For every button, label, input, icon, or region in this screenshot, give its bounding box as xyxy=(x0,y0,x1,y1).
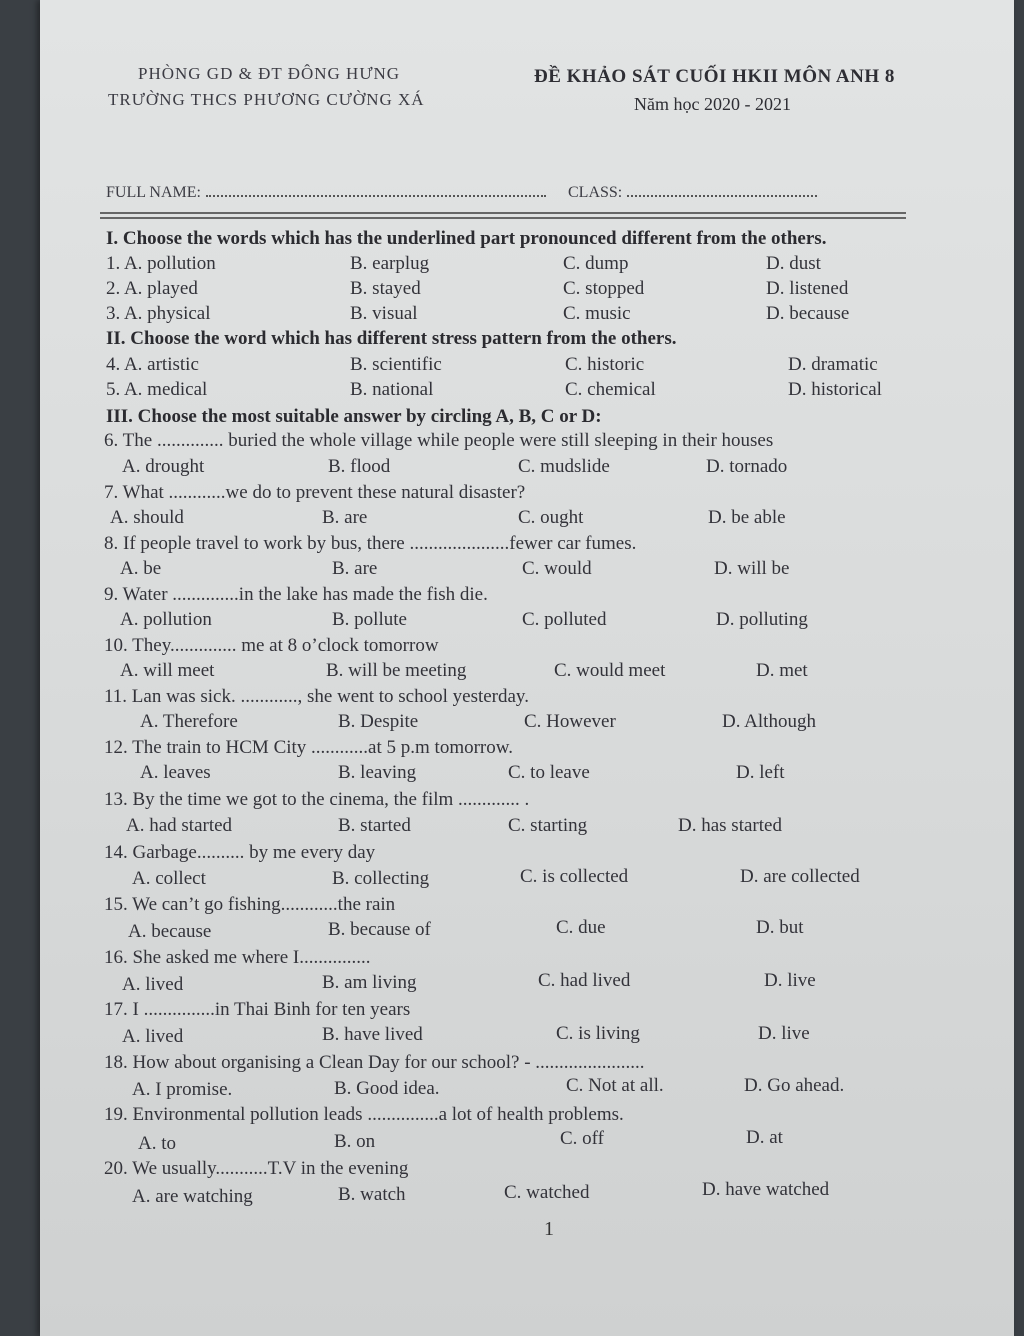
q2-option-d[interactable]: D. listened xyxy=(766,278,849,299)
q11-option-c[interactable]: C. However xyxy=(524,711,616,732)
q16-option-a[interactable]: A. lived xyxy=(122,974,184,995)
q9-option-d[interactable]: D. polluting xyxy=(716,609,808,630)
q13-option-d[interactable]: D. has started xyxy=(678,815,782,836)
q11-option-d[interactable]: D. Although xyxy=(722,711,816,732)
q8-option-c[interactable]: C. would xyxy=(522,558,592,579)
q6-option-c[interactable]: C. mudslide xyxy=(518,456,610,477)
q13-option-c[interactable]: C. starting xyxy=(508,815,588,836)
q3-option-b[interactable]: B. visual xyxy=(350,303,418,324)
q17-option-b[interactable]: B. have lived xyxy=(322,1024,423,1045)
q15-option-a[interactable]: A. because xyxy=(128,921,212,942)
q2-option-a[interactable]: 2. A. played xyxy=(106,278,198,299)
fullname-blank[interactable] xyxy=(206,187,546,197)
q7-stem: 7. What ............we do to prevent these natural disaster? xyxy=(104,482,526,503)
q20-option-a[interactable]: A. are watching xyxy=(132,1186,253,1207)
q19-stem: 19. Environmental pollution leads ...............a lot of health problems. xyxy=(104,1104,624,1125)
q9-option-a[interactable]: A. pollution xyxy=(120,609,212,630)
q18-option-b[interactable]: B. Good idea. xyxy=(334,1078,440,1099)
q19-option-b[interactable]: B. on xyxy=(334,1131,376,1152)
q8-option-b[interactable]: B. are xyxy=(332,558,378,579)
q14-option-d[interactable]: D. are collected xyxy=(740,866,860,887)
q4-option-c[interactable]: C. historic xyxy=(565,354,645,375)
q12-option-a[interactable]: A. leaves xyxy=(140,762,211,783)
q17-option-a[interactable]: A. lived xyxy=(122,1026,184,1047)
q5-option-a[interactable]: 5. A. medical xyxy=(106,379,208,400)
q1-option-c[interactable]: C. dump xyxy=(563,253,629,274)
page-number: 1 xyxy=(544,1218,554,1240)
q19-option-d[interactable]: D. at xyxy=(746,1127,783,1148)
q13-stem: 13. By the time we got to the cinema, the film ............. . xyxy=(104,789,530,810)
q7-option-b[interactable]: B. are xyxy=(322,507,368,528)
exam-title: ĐỀ KHẢO SÁT CUỐI HKII MÔN ANH 8 xyxy=(534,66,895,87)
fullname-label: FULL NAME: xyxy=(106,184,201,201)
q15-option-b[interactable]: B. because of xyxy=(328,919,431,940)
school-year: Năm học 2020 - 2021 xyxy=(634,94,791,114)
header-rule-bottom xyxy=(100,217,906,219)
q9-stem: 9. Water ..............in the lake has made the fish die. xyxy=(104,584,488,605)
q13-option-a[interactable]: A. had started xyxy=(126,815,233,836)
school-name: TRƯỜNG THCS PHƯƠNG CƯỜNG XÁ xyxy=(108,90,425,109)
q17-option-d[interactable]: D. live xyxy=(758,1023,810,1044)
q2-option-b[interactable]: B. stayed xyxy=(350,278,421,299)
fullname-field[interactable] xyxy=(106,182,546,202)
q7-option-a[interactable]: A. should xyxy=(110,507,184,528)
q15-option-d[interactable]: D. but xyxy=(756,917,804,938)
q8-option-d[interactable]: D. will be xyxy=(714,558,790,579)
q16-option-c[interactable]: C. had lived xyxy=(538,970,631,991)
q6-option-a[interactable]: A. drought xyxy=(122,456,205,477)
q15-stem: 15. We can’t go fishing............the rain xyxy=(104,894,396,915)
q12-option-d[interactable]: D. left xyxy=(736,762,785,783)
q19-option-a[interactable]: A. to xyxy=(138,1133,176,1154)
q16-option-d[interactable]: D. live xyxy=(764,970,816,991)
q3-option-d[interactable]: D. because xyxy=(766,303,850,324)
class-field[interactable] xyxy=(568,182,817,202)
q9-option-b[interactable]: B. pollute xyxy=(332,609,407,630)
q10-option-d[interactable]: D. met xyxy=(756,660,808,681)
q15-option-c[interactable]: C. due xyxy=(556,917,606,938)
q5-option-c[interactable]: C. chemical xyxy=(565,379,656,400)
q12-stem: 12. The train to HCM City ............at 5 p.m tomorrow. xyxy=(104,737,514,758)
q10-option-a[interactable]: A. will meet xyxy=(120,660,215,681)
q7-option-d[interactable]: D. be able xyxy=(708,507,786,528)
q7-option-c[interactable]: C. ought xyxy=(518,507,584,528)
q3-option-c[interactable]: C. music xyxy=(563,303,631,324)
q13-option-b[interactable]: B. started xyxy=(338,815,411,836)
q4-option-b[interactable]: B. scientific xyxy=(350,354,442,375)
q11-option-a[interactable]: A. Therefore xyxy=(140,711,238,732)
q1-option-b[interactable]: B. earplug xyxy=(350,253,430,274)
q5-option-b[interactable]: B. national xyxy=(350,379,434,400)
q18-stem: 18. How about organising a Clean Day for our school? - ....................... xyxy=(104,1052,645,1073)
q2-option-c[interactable]: C. stopped xyxy=(563,278,645,299)
q6-option-d[interactable]: D. tornado xyxy=(706,456,788,477)
q10-option-b[interactable]: B. will be meeting xyxy=(326,660,467,681)
q5-option-d[interactable]: D. historical xyxy=(788,379,882,400)
q17-stem: 17. I ...............in Thai Binh for ten years xyxy=(104,999,411,1020)
q1-option-d[interactable]: D. dust xyxy=(766,253,821,274)
section-1-heading: I. Choose the words which has the underlined part pronounced different from the others. xyxy=(106,228,827,249)
q20-option-c[interactable]: C. watched xyxy=(504,1182,590,1203)
q12-option-b[interactable]: B. leaving xyxy=(338,762,417,783)
q18-option-c[interactable]: C. Not at all. xyxy=(566,1075,664,1096)
q14-option-c[interactable]: C. is collected xyxy=(520,866,629,887)
class-label: CLASS: xyxy=(568,184,623,201)
section-2-heading: II. Choose the word which has different stress pattern from the others. xyxy=(106,328,677,349)
q18-option-d[interactable]: D. Go ahead. xyxy=(744,1075,845,1096)
q9-option-c[interactable]: C. polluted xyxy=(522,609,607,630)
q20-option-b[interactable]: B. watch xyxy=(338,1184,406,1205)
q8-stem: 8. If people travel to work by bus, there .....................fewer car fumes. xyxy=(104,533,637,554)
q14-stem: 14. Garbage.......... by me every day xyxy=(104,842,376,863)
q4-option-a[interactable]: 4. A. artistic xyxy=(106,354,199,375)
department-name: PHÒNG GD & ĐT ĐÔNG HƯNG xyxy=(138,64,401,83)
q3-option-a[interactable]: 3. A. physical xyxy=(106,303,211,324)
q6-stem: 6. The .............. buried the whole village while people were still sleeping in their houses xyxy=(104,430,774,451)
q16-stem: 16. She asked me where I............... xyxy=(104,947,371,968)
q14-option-b[interactable]: B. collecting xyxy=(332,868,430,889)
q1-option-a[interactable]: 1. A. pollution xyxy=(106,253,216,274)
q11-stem: 11. Lan was sick. ............, she went to school yesterday. xyxy=(104,686,529,707)
q20-stem: 20. We usually...........T.V in the evening xyxy=(104,1158,409,1179)
q17-option-c[interactable]: C. is living xyxy=(556,1023,640,1044)
q18-option-a[interactable]: A. I promise. xyxy=(132,1079,233,1100)
q12-option-c[interactable]: C. to leave xyxy=(508,762,590,783)
q14-option-a[interactable]: A. collect xyxy=(132,868,206,889)
q16-option-b[interactable]: B. am living xyxy=(322,972,417,993)
q10-option-c[interactable]: C. would meet xyxy=(554,660,666,681)
q6-option-b[interactable]: B. flood xyxy=(328,456,391,477)
q4-option-d[interactable]: D. dramatic xyxy=(788,354,878,375)
section-3-heading: III. Choose the most suitable answer by circling A, B, C or D: xyxy=(106,406,602,427)
q20-option-d[interactable]: D. have watched xyxy=(702,1179,830,1200)
q10-stem: 10. They.............. me at 8 o’clock tomorrow xyxy=(104,635,439,656)
class-blank[interactable] xyxy=(627,187,817,197)
q8-option-a[interactable]: A. be xyxy=(120,558,162,579)
q11-option-b[interactable]: B. Despite xyxy=(338,711,419,732)
q19-option-c[interactable]: C. off xyxy=(560,1128,604,1149)
header-rule-top xyxy=(100,212,906,214)
